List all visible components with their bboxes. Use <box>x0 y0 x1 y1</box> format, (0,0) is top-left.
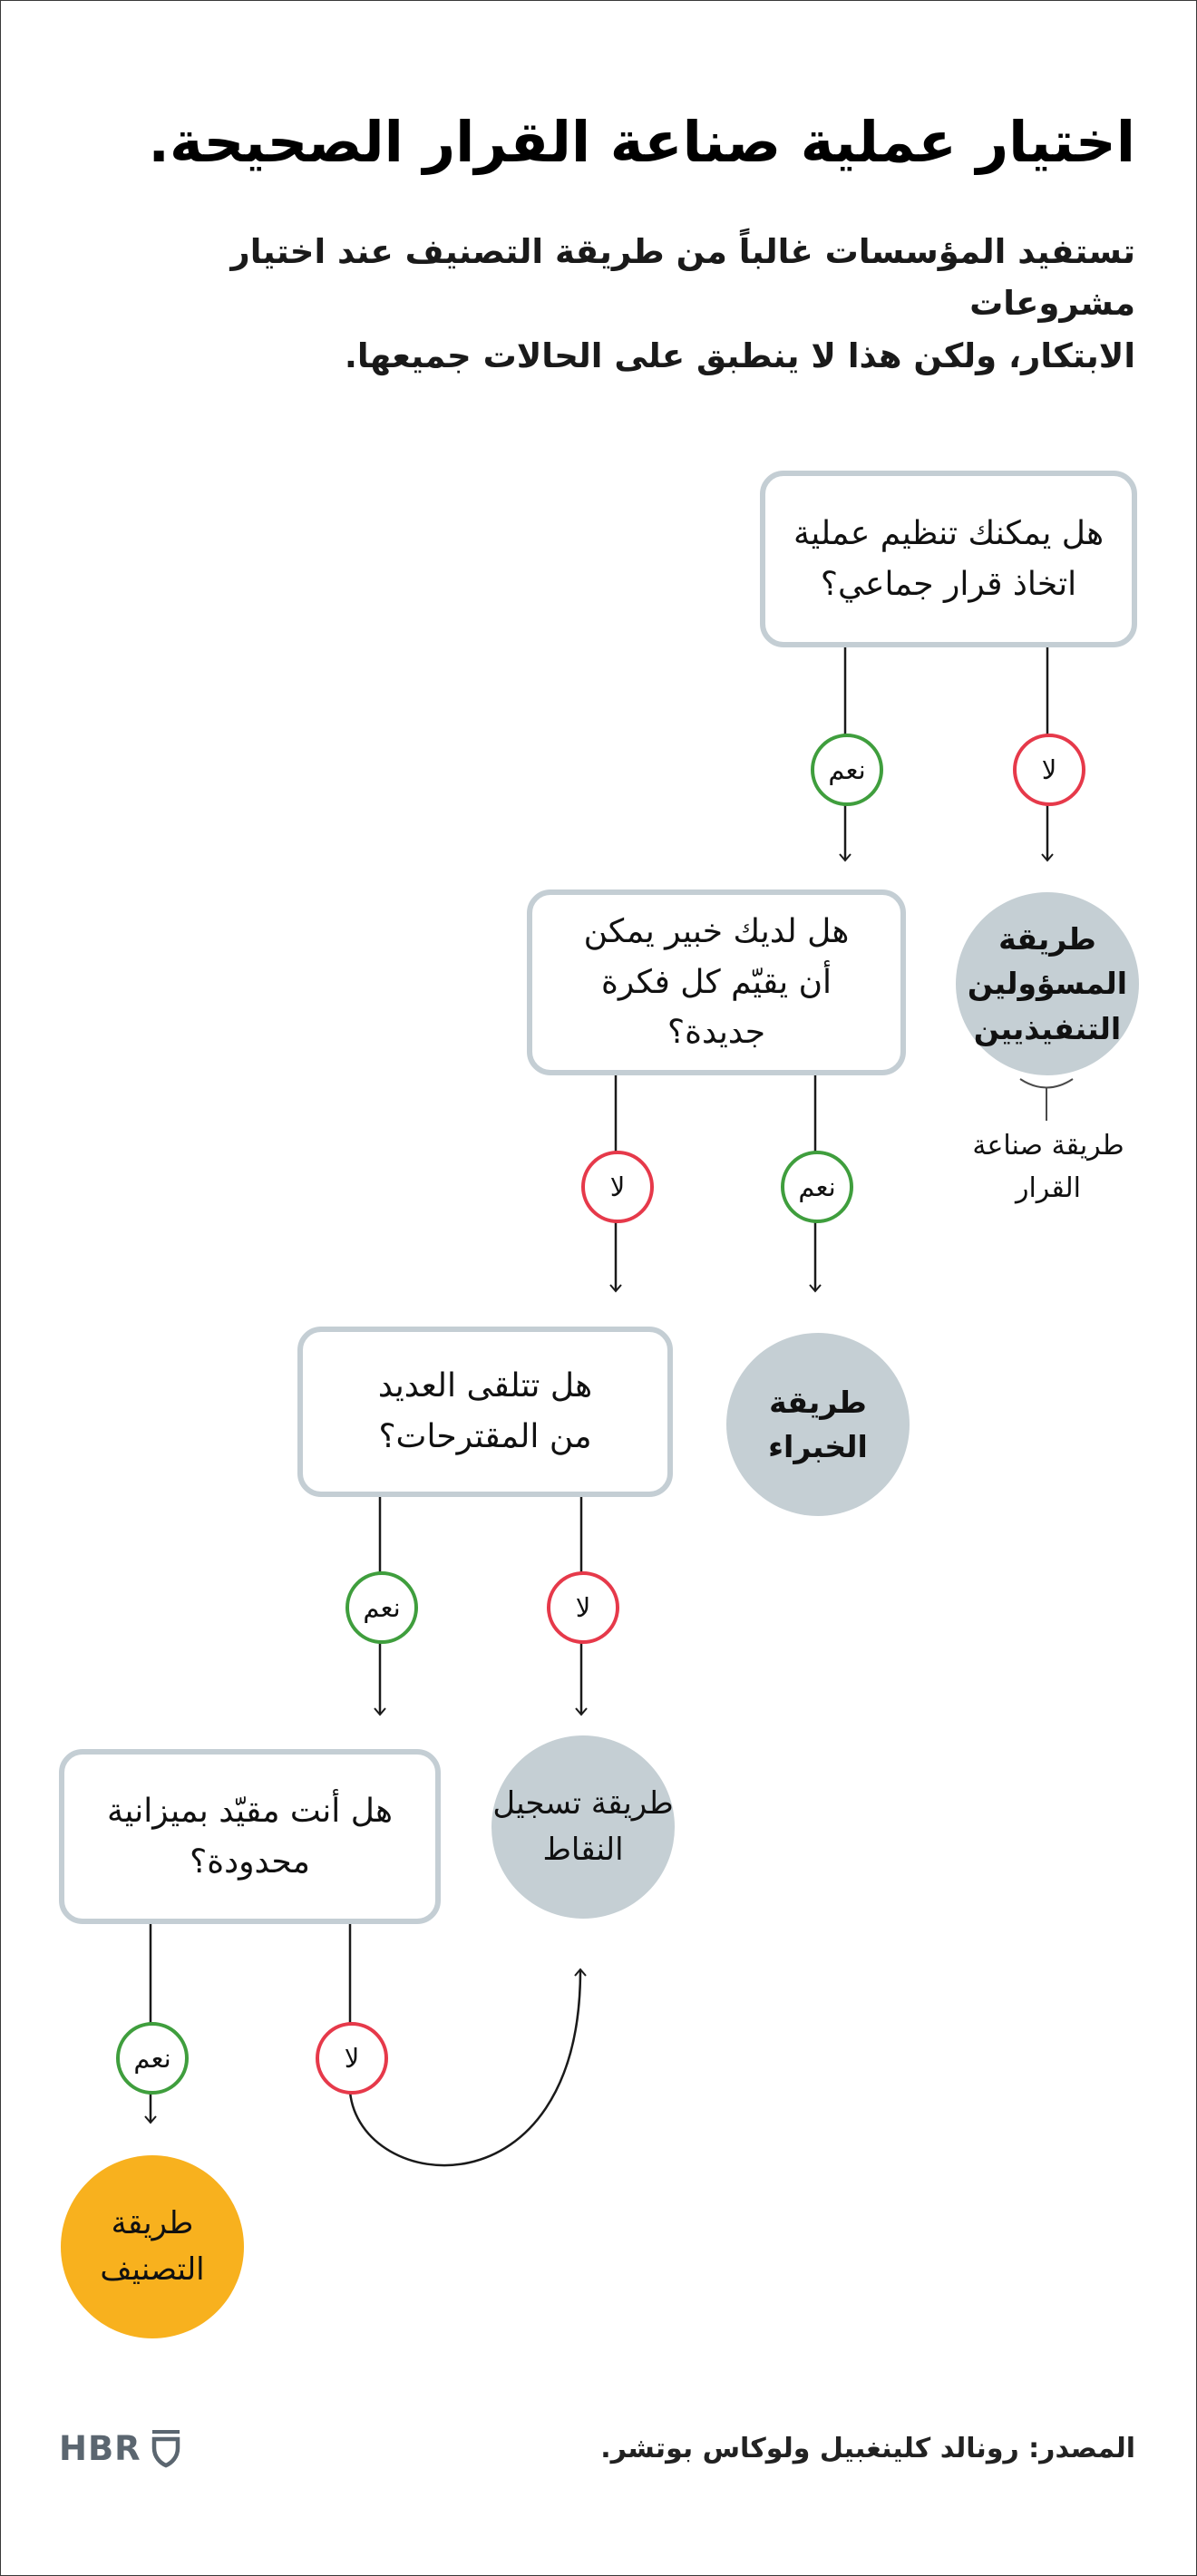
yes-label: نعم <box>133 2043 171 2074</box>
result-text-line: التنفيذيين <box>973 1010 1122 1046</box>
no-label: لا <box>575 1592 591 1623</box>
subtitle-line-1: تستفيد المؤسسات غالباً من طريقة التصنيف عند اختيار مشروعات <box>230 232 1135 324</box>
yes-label: نعم <box>798 1171 836 1202</box>
annotation-line: طريقة صناعة <box>972 1130 1124 1162</box>
question-box-group-decision <box>760 471 1137 647</box>
hbr-logo-text: HBR <box>59 2429 141 2468</box>
result-text-line: طريقة المسؤولين <box>967 920 1128 1002</box>
no-badge <box>316 2022 388 2095</box>
result-circle-experts <box>726 1333 910 1516</box>
bracket-icon <box>1020 1079 1073 1088</box>
annotation-line: القرار <box>1015 1171 1082 1204</box>
no-badge <box>581 1151 654 1223</box>
yes-label: نعم <box>363 1592 401 1623</box>
question-box-expert <box>527 889 906 1075</box>
shield-icon <box>149 2430 183 2468</box>
result-text-line: طريقة التصنيف <box>100 2205 205 2288</box>
no-badge <box>547 1571 619 1644</box>
result-text-line: النقاط <box>542 1832 624 1868</box>
question-text-line: أن يقيّم كل فكرة جديدة؟ <box>600 963 832 1052</box>
result-circle-ranking <box>61 2155 244 2338</box>
question-text-line: هل يمكنك تنظيم عملية <box>793 514 1105 552</box>
question-box-many-proposals <box>297 1327 673 1497</box>
question-text-line: هل لديك خبير يمكن <box>583 912 850 950</box>
subtitle-line-2: الابتكار، ولكن هذا لا ينطبق على الحالات جميعها. <box>344 335 1135 375</box>
hbr-logo <box>59 2429 183 2468</box>
no-badge <box>1013 734 1085 806</box>
question-text-line: محدودة؟ <box>190 1842 310 1881</box>
yes-badge <box>345 1571 418 1644</box>
page-title: اختيار عملية صناعة القرار الصحيحة. <box>148 109 1135 175</box>
question-text-line: هل أنت مقيّد بميزانية <box>107 1792 393 1830</box>
yes-badge <box>811 734 883 806</box>
yes-badge <box>116 2022 189 2095</box>
no-label: لا <box>344 2043 360 2074</box>
result-circle-executives <box>956 892 1139 1075</box>
result-text-line: طريقة تسجيل <box>492 1785 674 1822</box>
no-label: لا <box>1041 754 1057 785</box>
question-text-line: من المقترحات؟ <box>378 1418 592 1455</box>
yes-badge <box>781 1151 853 1223</box>
question-text-line: هل تتلقى العديد <box>377 1367 593 1405</box>
source-text: المصدر: رونالد كلينغبيل ولوكاس بوتشر. <box>600 2433 1135 2464</box>
result-circle-scoring <box>491 1735 675 1919</box>
page-subtitle <box>62 226 1135 382</box>
question-box-limited-budget <box>59 1749 441 1924</box>
no-label: لا <box>609 1171 626 1202</box>
yes-label: نعم <box>828 754 866 785</box>
question-text-line: اتخاذ قرار جماعي؟ <box>820 565 1077 603</box>
result-text-line: طريقة الخبراء <box>768 1384 868 1464</box>
decision-method-annotation <box>955 1125 1142 1210</box>
